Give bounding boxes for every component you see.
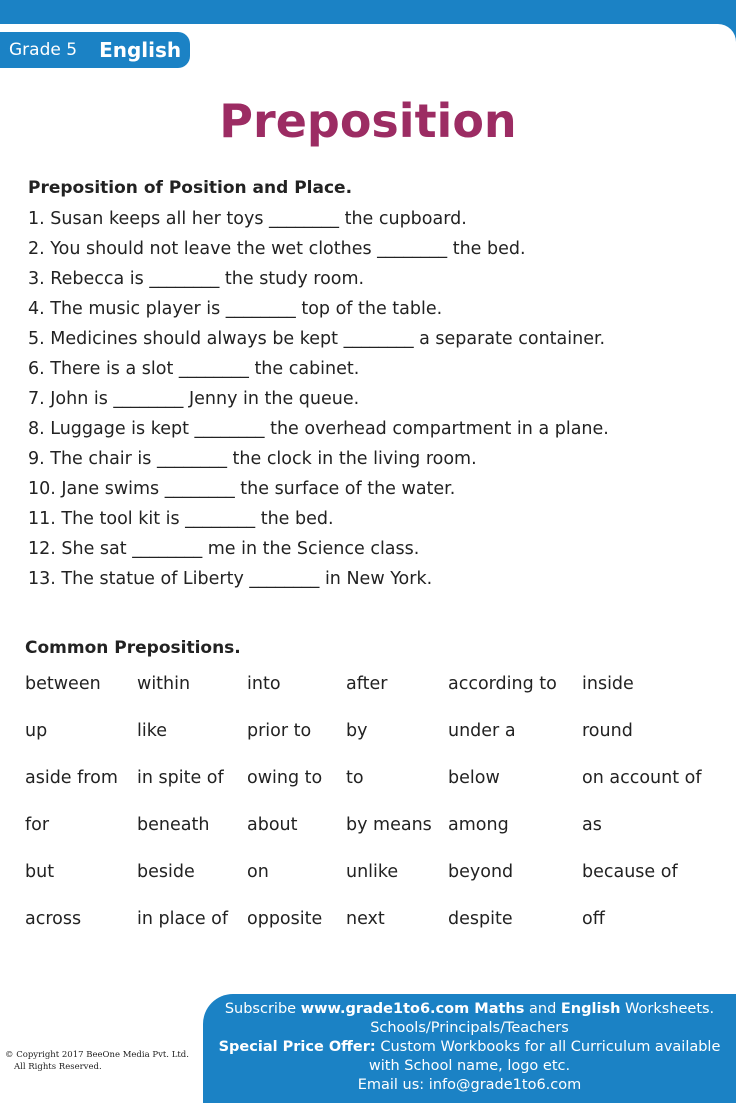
preposition-word: between: [25, 674, 101, 694]
grade-label: Grade 5: [9, 40, 78, 60]
subscribe-banner: [203, 994, 736, 1103]
subject-label: English: [99, 38, 182, 62]
banner-line: Subscribe www.grade1to6.com Maths and English Worksheets.: [224, 1001, 715, 1017]
preposition-word: as: [582, 815, 602, 835]
preposition-word: within: [137, 674, 191, 694]
question-item: 6. There is a slot ________ the cabinet.: [28, 359, 360, 379]
preposition-word: prior to: [247, 721, 312, 741]
preposition-row: [25, 758, 730, 805]
preposition-row: [25, 664, 730, 711]
preposition-word: by: [346, 721, 368, 741]
preposition-word: under a: [448, 721, 516, 741]
grade-subject-badge: [0, 32, 190, 68]
preposition-word: but: [25, 862, 55, 882]
question-item: 7. John is ________ Jenny in the queue.: [28, 389, 360, 409]
preposition-word: unlike: [346, 862, 399, 882]
preposition-word: on: [247, 862, 269, 882]
position-place-section: [28, 178, 728, 594]
preposition-row: [25, 805, 730, 852]
question-item: 3. Rebecca is ________ the study room.: [28, 269, 365, 289]
question-item: 11. The tool kit is ________ the bed.: [28, 509, 334, 529]
preposition-word: in place of: [137, 909, 229, 929]
question-item: 13. The statue of Liberty ________ in New York.: [28, 569, 433, 589]
preposition-word: next: [346, 909, 385, 929]
preposition-word: in spite of: [137, 768, 224, 788]
page-title: Preposition: [219, 94, 517, 148]
preposition-word: about: [247, 815, 298, 835]
preposition-word: because of: [582, 862, 678, 882]
preposition-row: [25, 711, 730, 758]
preposition-row: [25, 852, 730, 899]
preposition-word: inside: [582, 674, 634, 694]
preposition-word: despite: [448, 909, 513, 929]
preposition-word: aside from: [25, 768, 118, 788]
question-item: 4. The music player is ________ top of the table.: [28, 299, 443, 319]
preposition-word: by means: [346, 815, 432, 835]
copyright-notice: © Copyright 2017 BeeOne Media Pvt. Ltd. All Rights Reserved.: [5, 1050, 189, 1072]
preposition-word: into: [247, 674, 281, 694]
preposition-word: to: [346, 768, 364, 788]
preposition-grid: [25, 664, 730, 946]
question-item: 8. Luggage is kept ________ the overhead compartment in a plane.: [28, 419, 609, 439]
section-heading: Common Prepositions.: [25, 638, 241, 658]
question-item: 2. You should not leave the wet clothes ________ the bed.: [28, 239, 526, 259]
preposition-word: up: [25, 721, 48, 741]
preposition-word: according to: [448, 674, 557, 694]
question-item: 9. The chair is ________ the clock in the living room.: [28, 449, 477, 469]
preposition-word: below: [448, 768, 500, 788]
preposition-word: among: [448, 815, 509, 835]
preposition-word: round: [582, 721, 633, 741]
preposition-word: across: [25, 909, 82, 929]
question-item: 12. She sat ________ me in the Science class.: [28, 539, 420, 559]
preposition-word: beside: [137, 862, 195, 882]
banner-email: Email us: info@grade1to6.com: [357, 1077, 582, 1093]
section-heading: Preposition of Position and Place.: [28, 178, 353, 198]
question-item: 10. Jane swims ________ the surface of the water.: [28, 479, 456, 499]
preposition-word: beneath: [137, 815, 210, 835]
preposition-word: beyond: [448, 862, 514, 882]
preposition-word: after: [346, 674, 388, 694]
question-list: [28, 204, 728, 594]
banner-line: with School name, logo etc.: [368, 1058, 571, 1074]
preposition-word: owing to: [247, 768, 323, 788]
preposition-word: like: [137, 721, 168, 741]
banner-line: Special Price Offer: Custom Workbooks for all Curriculum available: [218, 1039, 721, 1055]
preposition-word: off: [582, 909, 605, 929]
common-prepositions-section: [25, 638, 730, 946]
preposition-word: for: [25, 815, 50, 835]
preposition-word: opposite: [247, 909, 323, 929]
banner-line: Schools/Principals/Teachers: [370, 1020, 569, 1036]
preposition-row: [25, 899, 730, 946]
question-item: 1. Susan keeps all her toys ________ the cupboard.: [28, 209, 467, 229]
preposition-word: on account of: [582, 768, 702, 788]
question-item: 5. Medicines should always be kept ________ a separate container.: [28, 329, 606, 349]
